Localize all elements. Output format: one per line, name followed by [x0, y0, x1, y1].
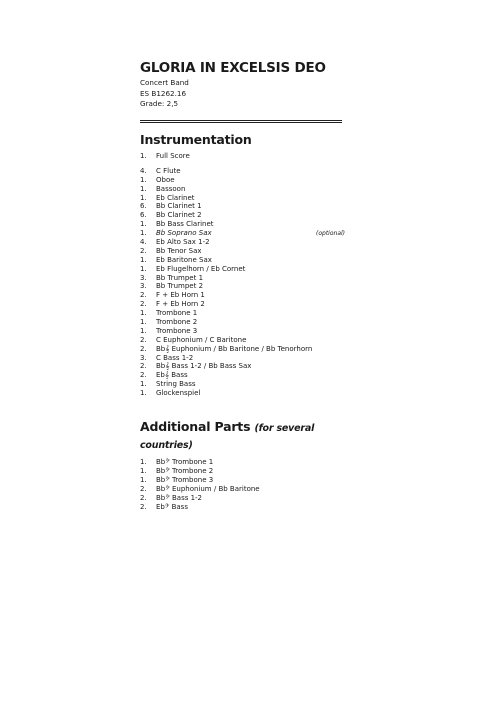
list-item — [140, 152, 345, 161]
list-item — [140, 238, 345, 247]
part-count: 1. — [140, 326, 147, 335]
part-count: 2. — [140, 484, 147, 493]
list-item — [140, 371, 345, 380]
part-count: 2. — [140, 246, 147, 255]
part-name: Bb Soprano Sax — [156, 229, 212, 238]
part-name: Bb𝄢 Trombone 2 — [156, 466, 214, 475]
part-name: Eb Clarinet — [156, 193, 195, 202]
part-name: Bb𝄢 Euphonium / Bb Baritone — [156, 484, 260, 493]
part-name: Bb Clarinet 1 — [156, 202, 202, 211]
part-name: Eb Alto Sax 1-2 — [156, 238, 210, 247]
piece-title: GLORIA IN EXCELSIS DEO — [140, 60, 326, 76]
part-name: Bb𝄢 Trombone 1 — [156, 458, 214, 467]
list-item — [140, 202, 345, 211]
list-item — [140, 247, 345, 256]
part-count: 2. — [140, 493, 147, 502]
part-note: (optional) — [316, 230, 345, 238]
part-count: 2. — [140, 300, 147, 309]
part-count: 1. — [140, 389, 147, 398]
part-name: Bb Clarinet 2 — [156, 211, 202, 220]
part-count: 4. — [140, 238, 147, 247]
part-name: Bb Tenor Sax — [156, 246, 202, 255]
part-name: F + Eb Horn 2 — [156, 300, 205, 309]
additional-parts-heading — [140, 419, 345, 453]
part-name: Full Score — [156, 152, 190, 160]
list-item — [140, 485, 345, 494]
list-item — [140, 282, 345, 291]
part-name: Bb Trumpet 2 — [156, 282, 204, 291]
part-count: 2. — [140, 362, 147, 371]
instrumentation-heading: Instrumentation — [140, 132, 252, 147]
list-item — [140, 503, 345, 512]
list-item — [140, 458, 345, 467]
part-name: Glockenspiel — [156, 389, 201, 398]
additional-parts-list — [140, 458, 345, 511]
ensemble-type: Concert Band — [140, 78, 189, 87]
part-count: 3. — [140, 282, 147, 291]
part-count: 3. — [140, 353, 147, 362]
part-count: 1. — [140, 175, 147, 184]
part-name: Bb𝄢 Trombone 3 — [156, 475, 214, 484]
part-count: 2. — [140, 344, 147, 353]
part-name: Trombone 2 — [156, 318, 198, 327]
part-name: Eb𝄞 Bass — [156, 371, 188, 380]
part-name: Eb𝄢 Bass — [156, 502, 188, 511]
part-count: 1. — [140, 229, 147, 238]
part-count: 1. — [140, 255, 147, 264]
list-item — [140, 345, 345, 354]
part-name: Bb𝄢 Bass 1-2 — [156, 493, 203, 502]
list-item — [140, 318, 345, 327]
part-count: 1. — [140, 466, 147, 475]
additional-parts-subtitle: (for several countries) — [140, 423, 315, 452]
part-count: 1. — [140, 318, 147, 327]
part-name: Oboe — [156, 175, 175, 184]
part-count: 6. — [140, 211, 147, 220]
part-count: 1. — [140, 184, 147, 193]
list-item — [140, 185, 345, 194]
part-count: 1. — [140, 220, 147, 229]
list-item — [140, 229, 345, 238]
list-item — [140, 327, 345, 336]
part-count: 2. — [140, 291, 147, 300]
part-count: 1. — [140, 152, 147, 160]
list-item — [140, 467, 345, 476]
list-item — [140, 309, 345, 318]
piece-meta — [140, 78, 345, 110]
part-name: Eb Flugelhorn / Eb Cornet — [156, 264, 246, 273]
part-name: Bassoon — [156, 184, 186, 193]
part-name: Bb𝄞 Euphonium / Bb Baritone / Bb Tenorhorn — [156, 344, 313, 353]
list-item — [140, 291, 345, 300]
list-item — [140, 176, 345, 185]
part-name: Trombone 3 — [156, 326, 198, 335]
part-name: F + Eb Horn 1 — [156, 291, 205, 300]
part-name: C Euphonium / C Baritone — [156, 335, 247, 344]
part-count: 1. — [140, 458, 147, 467]
part-name: String Bass — [156, 380, 196, 389]
part-count: 4. — [140, 166, 147, 175]
part-name: Bb Trumpet 1 — [156, 273, 204, 282]
list-item — [140, 211, 345, 220]
instrumentation-list — [140, 152, 345, 398]
part-count: 1. — [140, 309, 147, 318]
list-item — [140, 256, 345, 265]
list-item — [140, 300, 345, 309]
list-item — [140, 167, 345, 176]
list-item — [140, 380, 345, 389]
part-count: 1. — [140, 475, 147, 484]
list-item — [140, 274, 345, 283]
part-count: 1. — [140, 380, 147, 389]
part-count: 2. — [140, 502, 147, 511]
part-name: Trombone 1 — [156, 309, 198, 318]
part-count: 6. — [140, 202, 147, 211]
list-item — [140, 194, 345, 203]
part-name: C Bass 1-2 — [156, 353, 194, 362]
list-item — [140, 494, 345, 503]
grade-level: Grade: 2,5 — [140, 99, 179, 108]
part-count: 1. — [140, 264, 147, 273]
catalog-number: ES B1262.16 — [140, 88, 187, 98]
double-rule-divider — [140, 120, 342, 124]
list-item — [140, 265, 345, 274]
list-item — [140, 476, 345, 485]
part-name: Eb Baritone Sax — [156, 255, 212, 264]
additional-parts-title: Additional Parts — [140, 419, 251, 435]
list-item — [140, 220, 345, 229]
part-name: C Flute — [156, 166, 181, 175]
part-count: 2. — [140, 335, 147, 344]
part-count: 3. — [140, 273, 147, 282]
list-item — [140, 389, 345, 398]
document-page — [140, 60, 345, 511]
part-count: 2. — [140, 371, 147, 380]
list-item — [140, 336, 345, 345]
part-name: Bb Bass Clarinet — [156, 220, 214, 229]
part-name: Bb𝄞 Bass 1-2 / Bb Bass Sax — [156, 362, 252, 371]
part-count: 1. — [140, 193, 147, 202]
